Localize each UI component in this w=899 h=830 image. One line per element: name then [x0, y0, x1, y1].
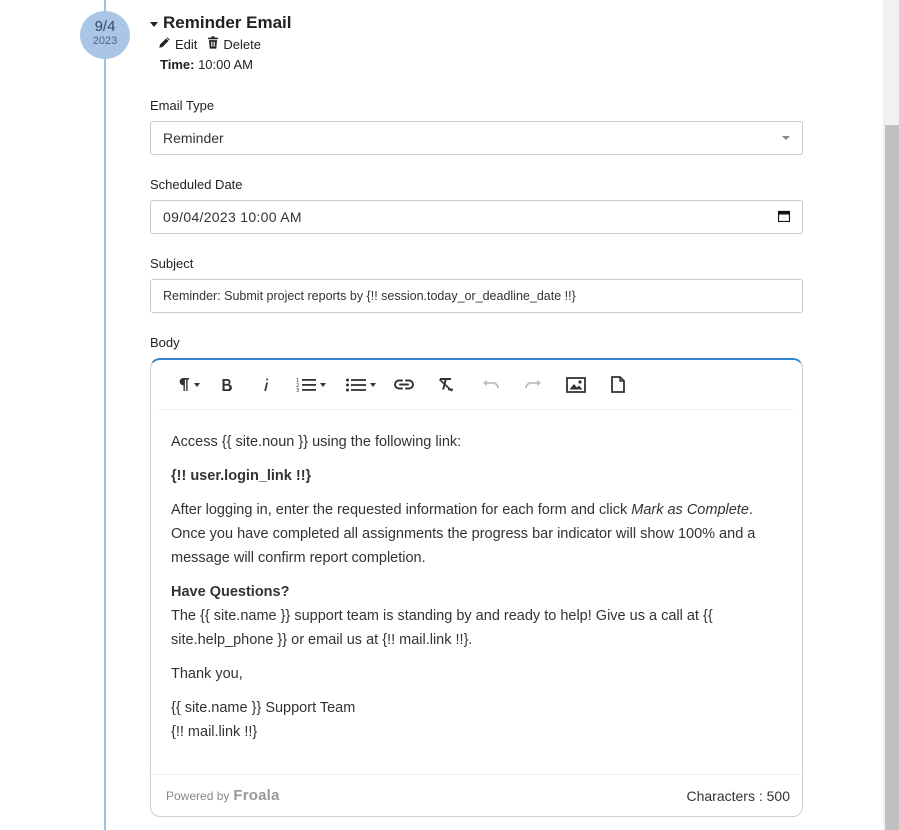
- caret-down-icon: [150, 22, 158, 27]
- edit-button[interactable]: [158, 36, 197, 52]
- entry-header: [150, 13, 292, 72]
- editor-footer: [151, 774, 802, 816]
- email-type-value: Reminder: [163, 130, 224, 146]
- scrollbar-thumb[interactable]: [885, 125, 899, 830]
- insert-file-button[interactable]: [597, 368, 639, 402]
- italic-button[interactable]: [245, 368, 287, 402]
- ordered-list-icon: [296, 377, 316, 392]
- entry-actions: [158, 36, 292, 52]
- year-label: 2023: [92, 35, 118, 47]
- email-type-select[interactable]: [150, 121, 803, 155]
- mark-complete-text: Mark as Complete: [631, 502, 749, 518]
- edit-label: Edit: [175, 36, 198, 52]
- body-heading-questions: Have Questions?: [171, 584, 290, 600]
- subject-label: Subject: [150, 256, 194, 271]
- time-row: [160, 57, 292, 72]
- pencil-icon: [158, 36, 171, 52]
- editor-content[interactable]: [171, 430, 786, 744]
- svg-text:3: 3: [296, 388, 300, 392]
- powered-by-label: Powered by: [166, 789, 230, 803]
- insert-link-button[interactable]: [387, 368, 421, 402]
- body-line-login-link: {!! user.login_link !!}: [171, 468, 312, 484]
- undo-icon: [482, 380, 500, 390]
- body-label: Body: [150, 335, 180, 350]
- scheduled-date-input[interactable]: [150, 200, 803, 234]
- body-line-mail-link: {!! mail.link !!}: [171, 724, 258, 740]
- collapse-toggle[interactable]: [150, 13, 292, 33]
- entry-title: Reminder Email: [163, 13, 292, 32]
- svg-text:1: 1: [296, 378, 300, 384]
- timeline-date-badge: [80, 11, 130, 59]
- link-icon: [394, 379, 414, 390]
- italic-icon: [262, 378, 270, 392]
- bold-button[interactable]: [209, 368, 245, 402]
- svg-text:2: 2: [296, 383, 300, 389]
- time-value: 10:00 AM: [198, 57, 253, 72]
- paragraph-icon: [178, 377, 190, 392]
- instructions-text: After logging in, enter the requested information for each form and click: [171, 502, 632, 518]
- undo-button[interactable]: [471, 368, 511, 402]
- paragraph-format-button[interactable]: [169, 368, 209, 402]
- bold-icon: [221, 378, 233, 392]
- date-label: 9/4: [94, 18, 116, 35]
- ordered-list-button[interactable]: [287, 368, 335, 402]
- time-label: Time:: [160, 57, 195, 72]
- editor-toolbar: [159, 360, 794, 410]
- body-line-thanks: Thank you,: [171, 666, 243, 682]
- email-type-label: Email Type: [150, 98, 215, 113]
- insert-image-button[interactable]: [555, 368, 597, 402]
- caret-down-icon: [370, 383, 376, 387]
- scheduled-date-label: Scheduled Date: [150, 177, 243, 192]
- delete-button[interactable]: [207, 36, 261, 52]
- image-icon: [566, 377, 586, 393]
- rich-text-editor: [150, 358, 803, 817]
- chevron-down-icon: [782, 136, 790, 140]
- clear-formatting-icon: [438, 377, 454, 392]
- delete-label: Delete: [223, 36, 261, 52]
- character-count: Characters : 500: [686, 787, 790, 804]
- file-icon: [611, 376, 625, 393]
- timeline-line: [104, 0, 106, 830]
- clear-formatting-button[interactable]: [421, 368, 471, 402]
- body-paragraph-instructions: [171, 498, 786, 570]
- unordered-list-button[interactable]: [335, 368, 387, 402]
- instructions-tail: . Once you have completed all assignments the progress bar indicator will show 100% and a message will confirm report completion.: [171, 502, 756, 566]
- body-line-signature: {{ site.name }} Support Team: [171, 700, 356, 716]
- caret-down-icon: [320, 383, 326, 387]
- subject-value: Reminder: Submit project reports by {!! session.today_or_deadline_date !!}: [163, 289, 576, 303]
- scheduled-date-value: 09/04/2023 10:00 AM: [163, 209, 302, 225]
- powered-by[interactable]: [166, 787, 280, 804]
- redo-icon: [524, 380, 542, 390]
- calendar-icon[interactable]: [778, 209, 790, 225]
- redo-button[interactable]: [511, 368, 555, 402]
- froala-logo: Froala: [233, 787, 280, 804]
- caret-down-icon: [194, 383, 200, 387]
- trash-icon: [207, 36, 219, 52]
- unordered-list-icon: [346, 378, 366, 392]
- body-line-access: Access {{ site.noun }} using the following link:: [171, 434, 462, 450]
- body-paragraph-support: The {{ site.name }} support team is standing by and ready to help! Give us a call at {{ site.help_phone }} or email us at {!! mail.link !!}.: [171, 608, 713, 648]
- subject-input[interactable]: [150, 279, 803, 313]
